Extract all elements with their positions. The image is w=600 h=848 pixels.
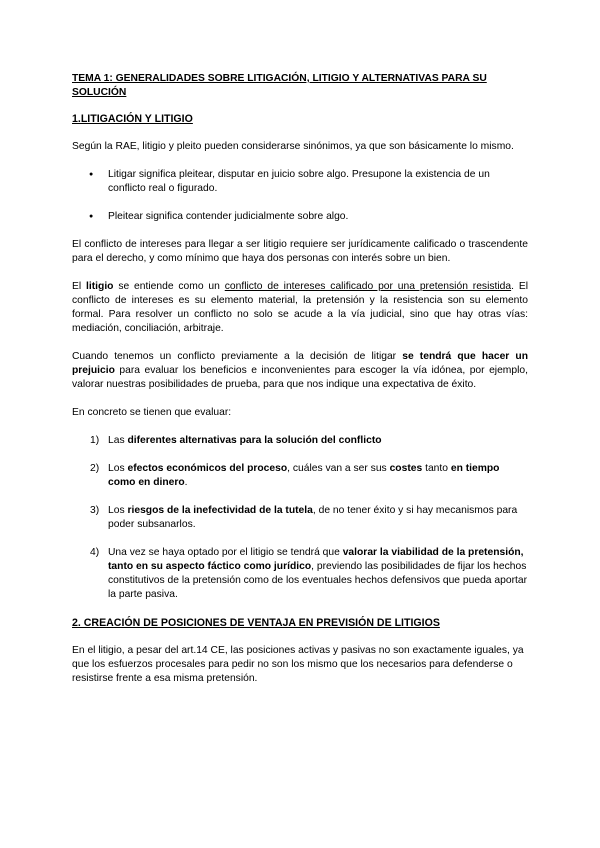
list-item: 4) Una vez se haya optado por el litigio se tendrá que valorar la viabilidad de la pretensión, tanto en su aspecto fáctico como jurídico, previendo las posibilidades de fijar los hechos constitutivos de la pretensión como de los eventuales hechos defensivos que pueda aportar la parte pasiva.	[90, 547, 528, 600]
list-item: 3) Los riesgos de la inefectividad de la tutela, de no tener éxito y si hay mecanismos para poder subsanarlos.	[90, 505, 518, 530]
section-1-heading: 1.LITIGACIÓN Y LITIGIO	[72, 113, 193, 125]
section-2-heading: 2. CREACIÓN DE POSICIONES DE VENTAJA EN PREVISIÓN DE LITIGIOS	[72, 617, 440, 629]
document-title: TEMA 1: GENERALIDADES SOBRE LITIGACIÓN, LITIGIO Y ALTERNATIVAS PARA SU SOLUCIÓN	[72, 73, 487, 98]
bullet-item: ● Pleitear significa contender judicialmente sobre algo.	[72, 210, 528, 224]
definition-list	[72, 168, 528, 224]
list-item: 1) Las diferentes alternativas para la solución del conflicto	[90, 435, 382, 446]
list-item: 2) Los efectos económicos del proceso, cuáles van a ser sus costes tanto en tiempo como en dinero.	[90, 463, 500, 488]
evaluation-list	[72, 434, 528, 602]
section-1-intro: Según la RAE, litigio y pleito pueden considerarse sinónimos, ya que son básicamente lo mismo.	[72, 141, 514, 152]
paragraph-evaluar: En concreto se tienen que evaluar:	[72, 407, 232, 418]
paragraph-litigio: El litigio se entiende como un conflicto de intereses calificado por una pretensión resistida. El conflicto de intereses es su elemento material, la pretensión y la resistencia son su elemento formal. Para resolver un conflicto no solo se acude a la vía judicial, sino que hay otras vías: mediación, conciliación, arbitraje.	[72, 281, 528, 334]
document-page	[72, 72, 528, 700]
bullet-item: ● Litigar significa pleitear, disputar en juicio sobre algo. Presupone la existencia de un conflicto real o figurado.	[72, 168, 528, 196]
section-2-paragraph: En el litigio, a pesar del art.14 CE, las posiciones activas y pasivas no son exactamente iguales, ya que los esfuerzos procesales para pedir no son los mismo que los necesarios para defenderse o resistirse frente a esa misma pretensión.	[72, 645, 524, 684]
paragraph-prejuicio: Cuando tenemos un conflicto previamente a la decisión de litigar se tendrá que hacer un prejuicio para evaluar los beneficios e inconvenientes para escoger la vía idónea, por ejemplo, valorar nuestras posibilidades de prueba, para que nos indique una expectativa de éxito.	[72, 351, 528, 390]
paragraph-conflict: El conflicto de intereses para llegar a ser litigio requiere ser jurídicamente calificado o trascendente para el derecho, y como mínimo que haya dos personas con interés sobre un bien.	[72, 239, 528, 264]
